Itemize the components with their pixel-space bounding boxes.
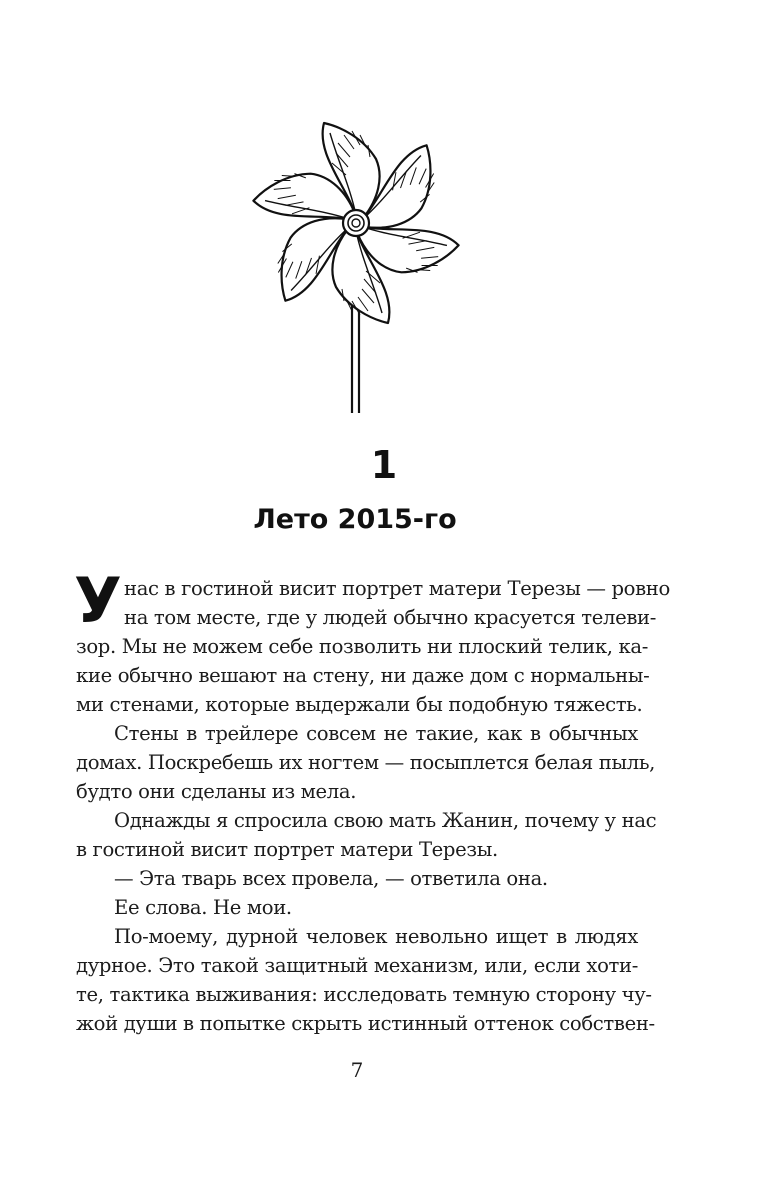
text-line: на том месте, где у людей обычно красуется телеви-	[124, 606, 657, 629]
text-line: те, тактика выживания: исследовать темную сторону чу-	[76, 983, 652, 1006]
text-line: домах. Поскребешь их ногтем — посыплется белая пыль,	[76, 751, 656, 774]
text-line: ми стенами, которые выдержали бы подобную тяжесть.	[76, 693, 643, 716]
text-line: дурное. Это такой защитный механизм, или, если хоти-	[76, 954, 638, 977]
text-line: в гостиной висит портрет матери Терезы.	[76, 838, 498, 861]
text-line: Ее слова. Не мои.	[114, 896, 292, 919]
chapter-number: 1	[370, 443, 398, 487]
chapter-title: Лето 2015-го	[253, 504, 457, 535]
text-line: будто они сделаны из мела.	[76, 780, 357, 803]
body-text	[76, 574, 670, 1038]
text-line: жой души в попытке скрыть истинный оттенок собствен-	[76, 1012, 655, 1035]
text-line: нас в гостиной висит портрет матери Терезы — ровно	[124, 577, 670, 600]
drop-cap: У	[74, 564, 122, 637]
pinwheel-illustration	[234, 95, 482, 417]
text-line: — Эта тварь всех провела, — ответила она.	[114, 867, 548, 890]
page-number: 7	[350, 1058, 364, 1082]
pinwheel-icon	[234, 95, 482, 417]
text-line: зор. Мы не можем себе позволить ни плоский телик, ка-	[76, 635, 649, 658]
text-line: кие обычно вешают на стену, ни даже дом с нормальны-	[76, 664, 650, 687]
text-line: По-моему, дурной человек невольно ищет в людях	[114, 925, 638, 948]
text-line: Стены в трейлере совсем не такие, как в обычных	[114, 722, 638, 745]
text-line: Однажды я спросила свою мать Жанин, почему у нас	[114, 809, 657, 832]
